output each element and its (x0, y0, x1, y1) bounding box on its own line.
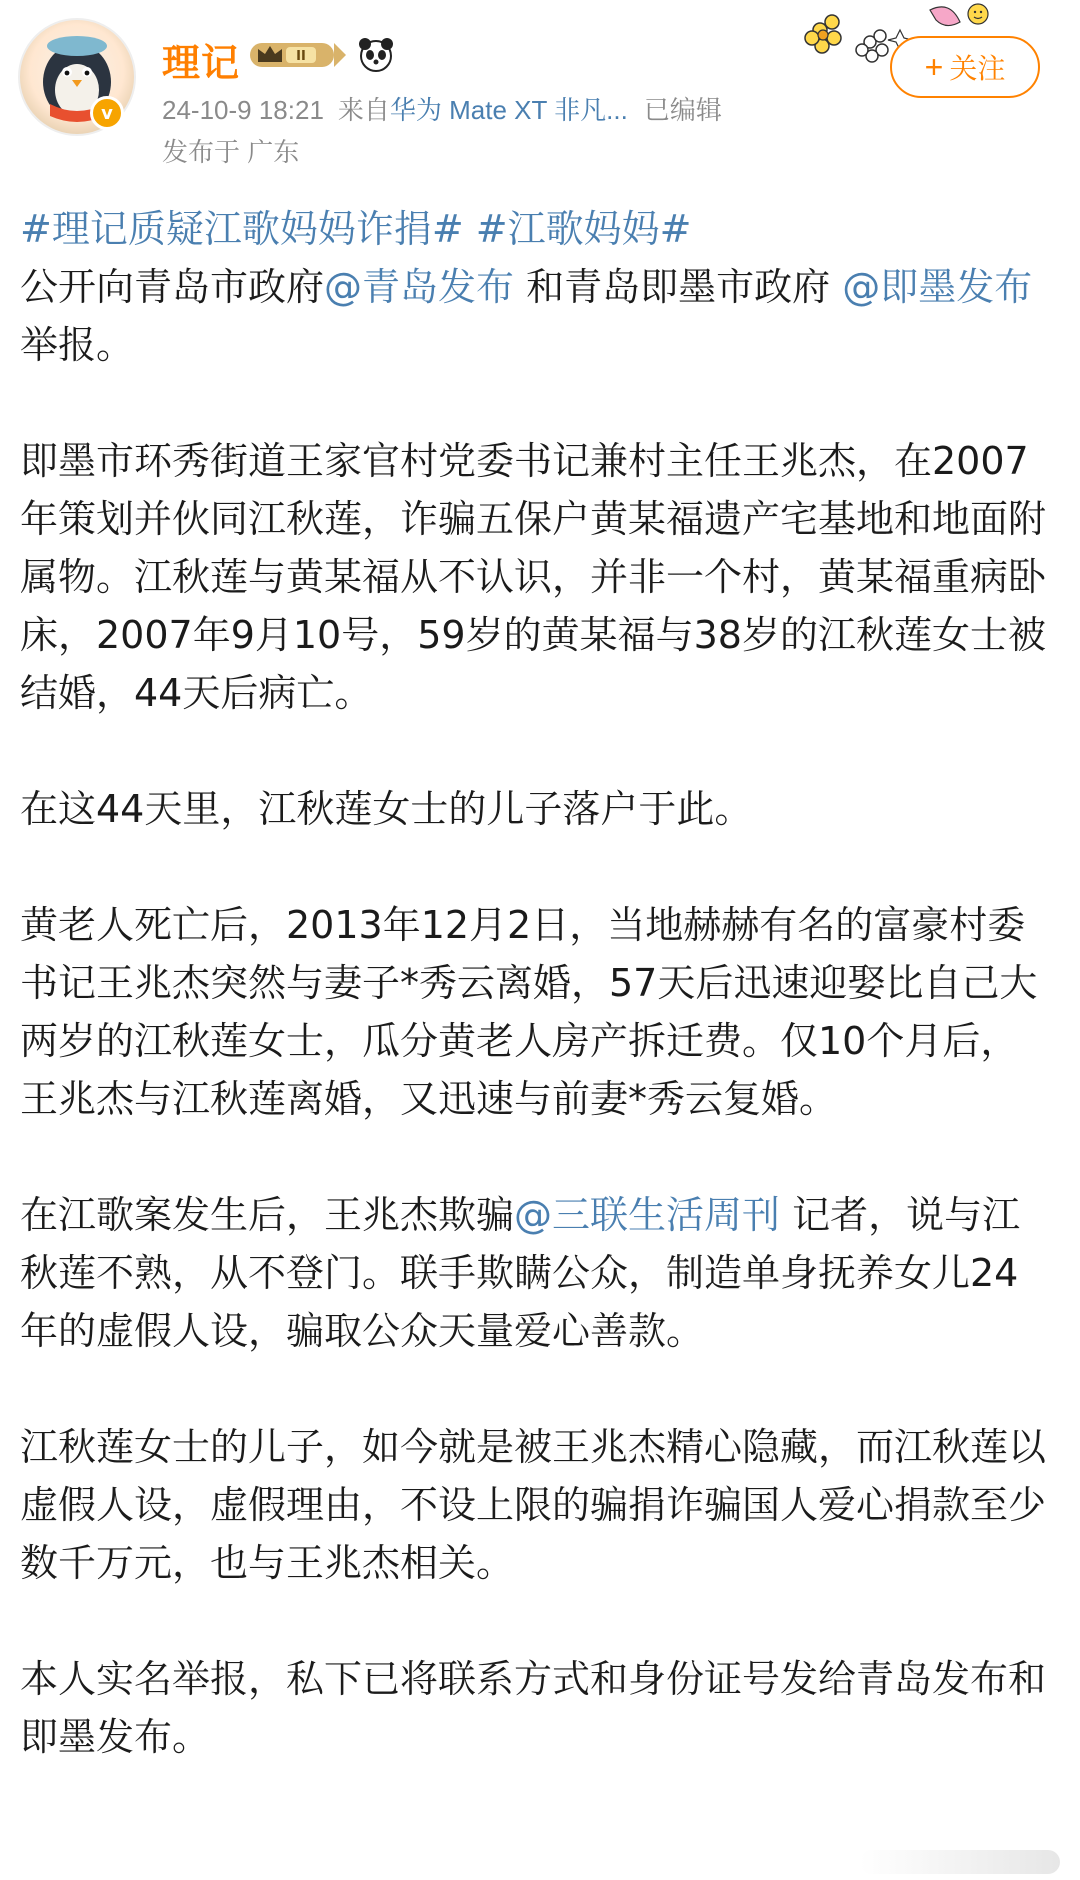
verified-badge-icon: v (90, 96, 124, 130)
post-header (0, 0, 1080, 210)
author-name[interactable]: 理记 (162, 41, 241, 85)
topics-line (20, 200, 1050, 258)
topic-link[interactable]: #江歌妈妈# (475, 207, 692, 251)
paragraph-1: 即墨市环秀街道王家官村党委书记兼村主任王兆杰，在2007年策划并伙同江秋莲，诈骗五保户黄某福遗产宅基地和地面附属物。江秋莲与黄某福从不认识，并非一个村，黄某福重病卧床，2007年9月10号，59岁的黄某福与38岁的江秋莲女士被结婚，44天后病亡。 (20, 439, 1047, 715)
mention-jimo[interactable]: @即墨发布 (842, 265, 1033, 309)
intro-text-3: 举报。 (20, 323, 135, 367)
source-prefix: 来自 (337, 95, 390, 125)
edited-label[interactable]: 已编辑 (643, 95, 722, 125)
mention-sanlian[interactable]: @三联生活周刊 (514, 1193, 781, 1237)
topic-link[interactable]: #理记质疑江歌妈妈诈捐# (20, 207, 464, 251)
para4-text-a: 在江歌案发生后，王兆杰欺骗 (20, 1193, 515, 1237)
watermark (860, 1850, 1060, 1874)
paragraph-2: 在这44天里，江秋莲女士的儿子落户于此。 (20, 787, 753, 831)
panda-badge-icon (356, 34, 396, 74)
post-meta (162, 90, 722, 127)
device-link[interactable]: 华为 Mate XT 非凡... (389, 95, 628, 125)
paragraph-6: 本人实名举报，私下已将联系方式和身份证号发给青岛发布和即墨发布。 (20, 1657, 1047, 1759)
plus-icon: + (924, 49, 944, 85)
mention-qingdao[interactable]: @青岛发布 (324, 265, 515, 309)
paragraph-5: 江秋莲女士的儿子，如今就是被王兆杰精心隐藏，而江秋莲以虚假人设，虚假理由，不设上限的骗捐诈骗国人爱心捐款至少数千万元，也与王兆杰相关。 (20, 1425, 1047, 1585)
svg-text:II: II (296, 49, 306, 64)
intro-paragraph (20, 258, 1050, 374)
post-location: 发布于 广东 (162, 137, 300, 167)
post-timestamp: 24-10-9 18:21 (162, 95, 324, 125)
post-body (20, 200, 1050, 1766)
intro-text-1: 公开向青岛市政府 (20, 265, 325, 309)
level-crown-badge-icon (248, 38, 348, 72)
para4-text-b: 记者，说与江秋莲不熟，从不登门。联手欺瞒公众，制造单身抚养女儿24年的虚假人设，骗取公众天量爱心善款。 (20, 1193, 1021, 1353)
paragraph-4 (20, 1186, 1050, 1360)
intro-text-2: 和青岛即墨市政府 (514, 265, 843, 309)
paragraph-3: 黄老人死亡后，2013年12月2日，当地赫赫有名的富豪村委书记王兆杰突然与妻子*秀云离婚，57天后迅速迎娶比自己大两岁的江秋莲女士，瓜分黄老人房产拆迁费。仅10个月后，王兆杰与江秋莲离婚，又迅速与前妻*秀云复婚。 (20, 903, 1038, 1121)
follow-label: 关注 (949, 53, 1006, 84)
follow-button[interactable] (890, 36, 1040, 98)
